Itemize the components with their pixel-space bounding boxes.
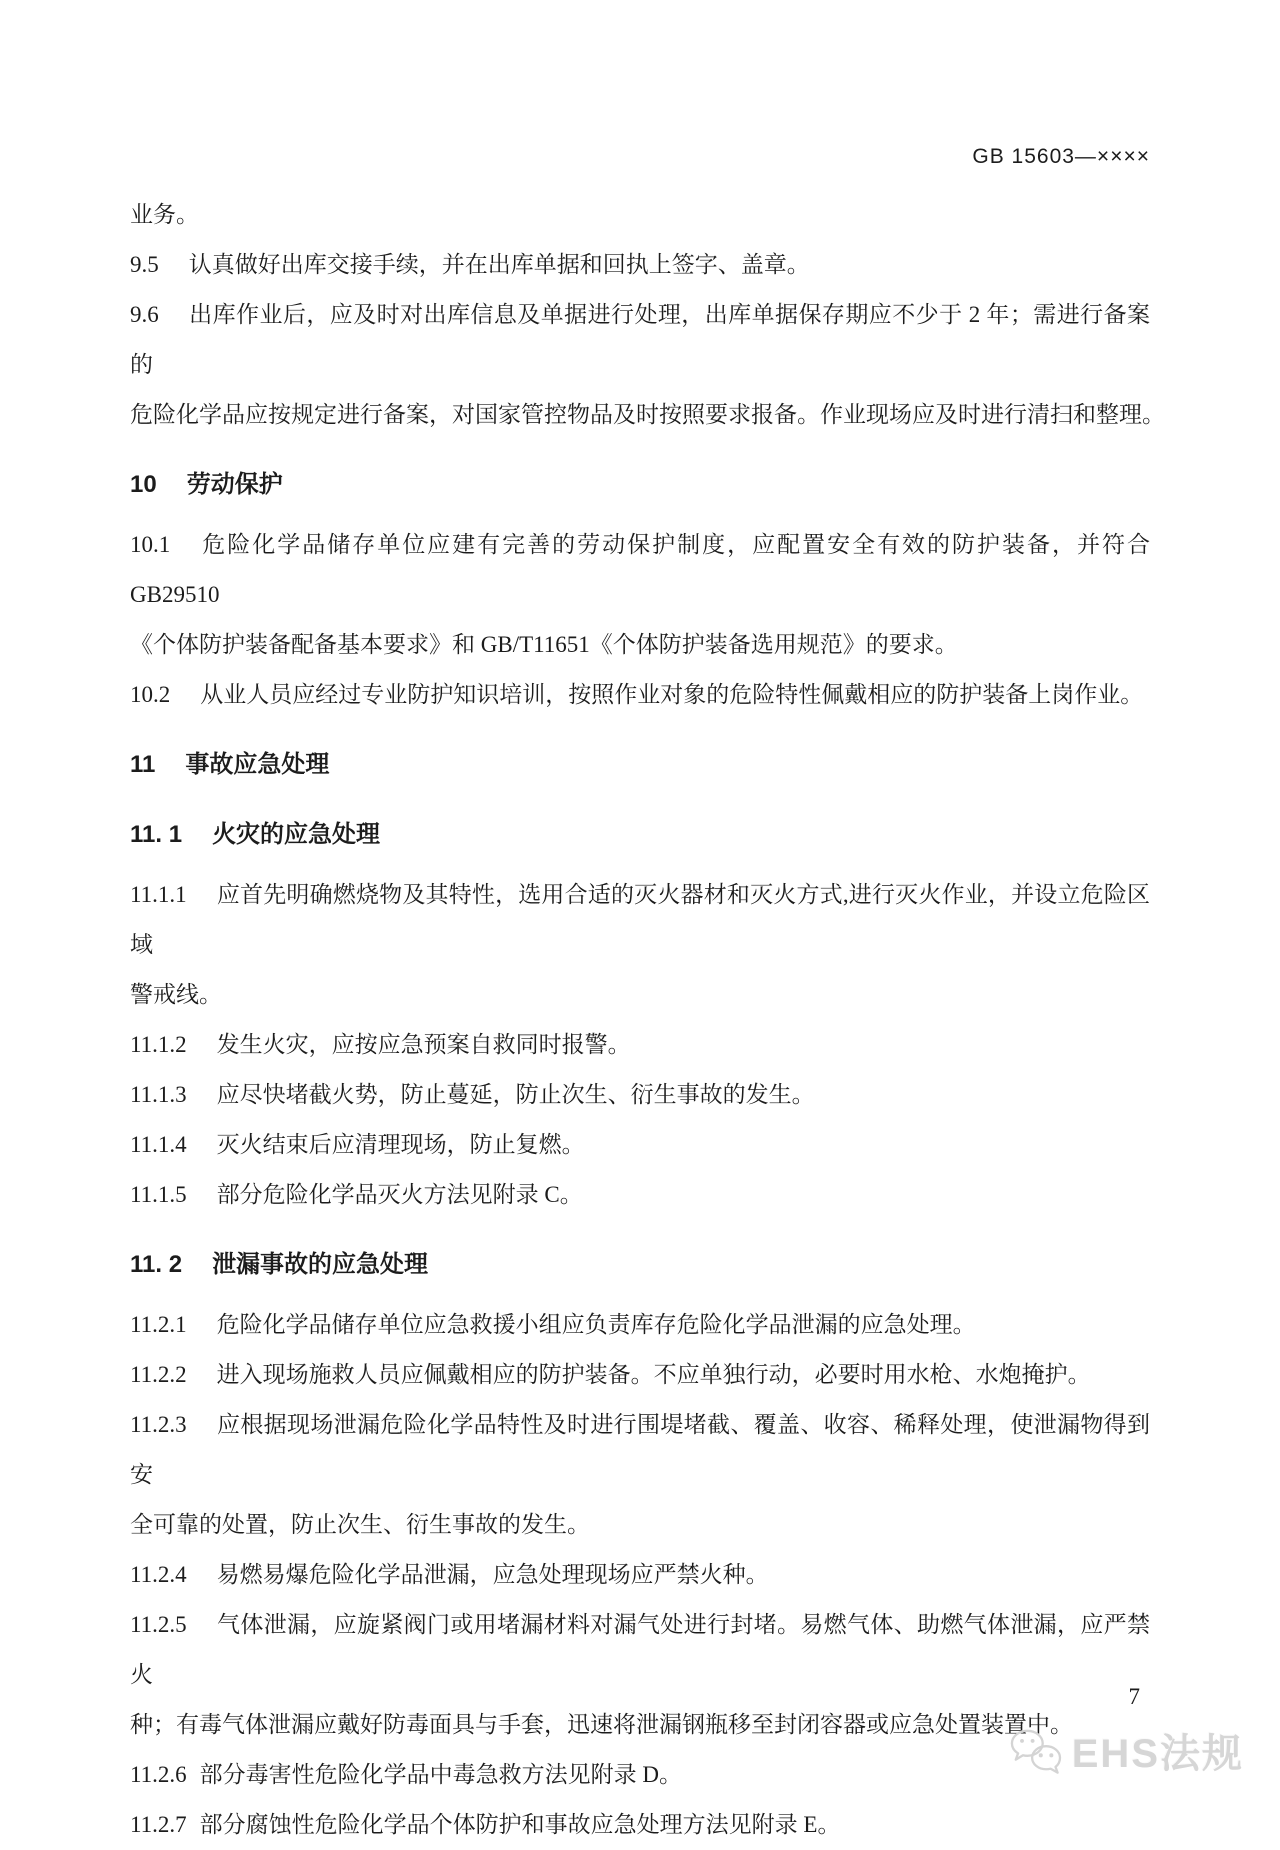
clause-number: 10.1 (130, 532, 171, 557)
clause-line (130, 390, 1165, 440)
clause-text: 部分毒害性危险化学品中毒急救方法见附录 D。 (199, 1762, 683, 1787)
clause-line (130, 1700, 1150, 1750)
page-header (130, 142, 1150, 172)
page-number: 7 (1128, 1684, 1140, 1709)
clause-text: 进入现场施救人员应佩戴相应的防护装备。不应单独行动，必要时用水枪、水炮掩护。 (216, 1362, 1091, 1387)
heading-title: 泄漏事故的应急处理 (212, 1251, 429, 1278)
clause-number: 11.2.7 (130, 1812, 187, 1837)
clause-text: 业务。 (130, 202, 199, 227)
clause-text: 应根据现场泄漏危险化学品特性及时进行围堤堵截、覆盖、收容、稀释处理，使泄漏物得到安 (130, 1412, 1150, 1487)
clause-number: 11. 2 (130, 1251, 183, 1278)
clause-text: 易燃易爆危险化学品泄漏，应急处理现场应严禁火种。 (216, 1562, 769, 1587)
clause-number: 11.1.1 (130, 882, 187, 907)
section-heading (130, 810, 1150, 860)
clause-line (130, 1600, 1150, 1700)
clause-line (130, 1550, 1150, 1600)
clause-line (130, 1120, 1150, 1170)
clause-number: 11.1.5 (130, 1182, 187, 1207)
clause-text: 部分危险化学品灭火方法见附录 C。 (216, 1182, 583, 1207)
clause-line (130, 620, 1150, 670)
clause-line (130, 240, 1150, 290)
clause-number: 11 (130, 751, 156, 778)
clause-text: 出库作业后，应及时对出库信息及单据进行处理，出库单据保存期应不少于 2 年；需进行备案的 (130, 302, 1150, 377)
clause-text: 危险化学品应按规定进行备案，对国家管控物品及时按照要求报备。作业现场应及时进行清扫和整理。 (130, 402, 1165, 427)
clause-line (130, 1170, 1150, 1220)
clause-number: 11.1.2 (130, 1032, 187, 1057)
clause-number: 11.2.2 (130, 1362, 187, 1387)
clause-text: 应首先明确燃烧物及其特性，选用合适的灭火器材和灭火方式,进行灭火作业，并设立危险区域 (130, 882, 1150, 957)
section-heading (130, 1240, 1150, 1290)
clause-text: 应尽快堵截火势，防止蔓延，防止次生、衍生事故的发生。 (216, 1082, 815, 1107)
clause-number: 11.1.4 (130, 1132, 187, 1157)
clause-text: 发生火灾，应按应急预案自救同时报警。 (216, 1032, 631, 1057)
clause-text: 危险化学品储存单位应急救援小组应负责库存危险化学品泄漏的应急处理。 (216, 1312, 976, 1337)
clause-line (130, 290, 1150, 390)
clause-text: 认真做好出库交接手续，并在出库单据和回执上签字、盖章。 (188, 252, 810, 277)
clause-number: 11.2.4 (130, 1562, 187, 1587)
continuation-line (130, 190, 1150, 240)
wechat-icon (1006, 1726, 1064, 1776)
clause-text: 气体泄漏，应旋紧阀门或用堵漏材料对漏气处进行封堵。易燃气体、助燃气体泄漏，应严禁火 (130, 1612, 1150, 1687)
clause-number: 11.2.3 (130, 1412, 187, 1437)
clause-number: 9.5 (130, 252, 159, 277)
clause-number: 11.1.3 (130, 1082, 187, 1107)
watermark (1006, 1722, 1244, 1779)
clause-text: 全可靠的处置，防止次生、衍生事故的发生。 (130, 1512, 590, 1537)
clause-line (130, 520, 1150, 620)
clause-text: 灭火结束后应清理现场，防止复燃。 (216, 1132, 585, 1157)
clause-line (130, 1750, 1150, 1800)
clause-number: 11.2.5 (130, 1612, 187, 1637)
section-heading (130, 740, 1150, 790)
clause-text: 危险化学品储存单位应建有完善的劳动保护制度，应配置安全有效的防护装备，并符合 GB29510 (130, 532, 1150, 607)
clause-line (130, 1500, 1150, 1550)
watermark-label: EHS法规 (1071, 1732, 1244, 1776)
clause-number: 10.2 (130, 682, 171, 707)
heading-title: 劳动保护 (186, 471, 283, 498)
clause-number: 11.2.1 (130, 1312, 187, 1337)
clause-number: 11.2.6 (130, 1762, 187, 1787)
clause-line (130, 1800, 1150, 1850)
section-heading (130, 460, 1150, 510)
heading-title: 事故应急处理 (185, 751, 330, 778)
clause-number: 9.6 (130, 302, 159, 327)
clause-text: 部分腐蚀性危险化学品个体防护和事故应急处理方法见附录 E。 (199, 1812, 841, 1837)
clause-number: 11. 1 (130, 821, 183, 848)
clause-line (130, 1350, 1150, 1400)
clause-line (130, 1020, 1150, 1070)
clause-text: 警戒线。 (130, 982, 222, 1007)
clause-line (130, 1400, 1150, 1500)
clause-line (130, 1070, 1150, 1120)
heading-title: 火灾的应急处理 (212, 821, 381, 848)
clause-text: 从业人员应经过专业防护知识培训，按照作业对象的危险特性佩戴相应的防护装备上岗作业。 (200, 682, 1144, 707)
clause-line (130, 670, 1150, 720)
clause-line (130, 970, 1150, 1020)
standard-number: GB 15603—×××× (972, 145, 1150, 168)
clause-line (130, 1300, 1150, 1350)
clause-line (130, 870, 1150, 970)
clause-text: 种；有毒气体泄漏应戴好防毒面具与手套，迅速将泄漏钢瓶移至封闭容器或应急处置装置中。 (130, 1712, 1073, 1737)
clause-number: 10 (130, 471, 157, 498)
clause-text: 《个体防护装备配备基本要求》和 GB/T11651《个体防护装备选用规范》的要求。 (130, 632, 958, 657)
